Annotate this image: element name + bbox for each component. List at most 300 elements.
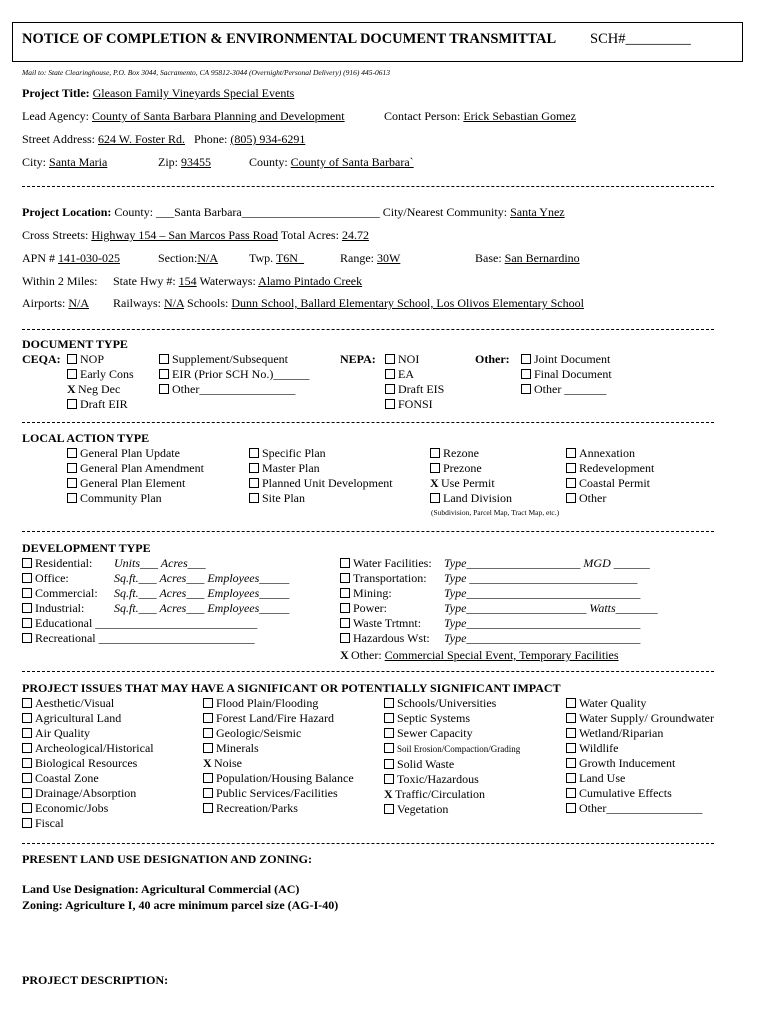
option-label: General Plan Amendment (80, 461, 204, 475)
city-value[interactable]: Santa Maria (49, 155, 108, 169)
waterways-value[interactable]: Alamo Pintado Creek (258, 274, 363, 288)
checkbox[interactable] (203, 773, 213, 783)
location-label: Project Location: (22, 205, 112, 219)
development-heading: DEVELOPMENT TYPE (22, 541, 151, 555)
checkbox[interactable] (67, 369, 77, 379)
checkbox[interactable] (384, 774, 394, 784)
checkbox[interactable] (22, 558, 32, 568)
local-action-col2 (249, 446, 393, 506)
other-doc-col (521, 352, 612, 397)
street-value[interactable]: 624 W. Foster Rd. (98, 132, 186, 146)
cross-streets-label: Cross Streets: (22, 228, 89, 242)
checkbox-option[interactable] (249, 476, 393, 491)
option-label: Archeological/Historical (35, 741, 154, 755)
cross-streets-value[interactable]: Highway 154 – San Marcos Pass Road (91, 228, 278, 242)
checkbox[interactable] (22, 788, 32, 798)
checkbox-option[interactable] (203, 696, 354, 711)
option-detail[interactable]: Type____________________ Watts_______ (444, 601, 658, 615)
airports-value[interactable]: N/A (68, 296, 90, 310)
checkbox-option[interactable] (159, 382, 309, 397)
option-label: Geologic/Seismic (216, 726, 302, 740)
check-mark[interactable]: X (384, 787, 393, 801)
checkbox[interactable] (430, 493, 440, 503)
checkbox[interactable] (340, 558, 350, 568)
checkbox[interactable] (566, 743, 576, 753)
checkbox-option[interactable] (67, 446, 204, 461)
checkbox-option[interactable] (566, 446, 654, 461)
option-label: Specific Plan (262, 446, 326, 460)
option-detail[interactable]: Type_____________________________ (444, 631, 641, 645)
checkbox-option[interactable] (67, 491, 204, 506)
nearest-community-value[interactable]: Santa Ynez (510, 205, 565, 219)
checkbox[interactable] (67, 493, 77, 503)
base-value[interactable]: San Bernardino (504, 251, 580, 265)
zip-line (158, 155, 211, 170)
option-label: Agricultural Land (35, 711, 122, 725)
checkbox[interactable] (384, 713, 394, 723)
checkbox-option[interactable] (566, 726, 714, 741)
checkbox[interactable] (385, 369, 395, 379)
check-mark[interactable]: X (67, 382, 76, 396)
checkbox[interactable] (22, 573, 32, 583)
option-label: General Plan Update (80, 446, 180, 460)
option-label: Recreational __________________________ (35, 631, 255, 645)
checkbox-option[interactable] (22, 816, 154, 831)
checkbox[interactable] (203, 743, 213, 753)
checkbox[interactable] (566, 773, 576, 783)
checkbox[interactable] (22, 603, 32, 613)
railways-schools-line (113, 296, 584, 311)
checkbox[interactable] (566, 758, 576, 768)
checkbox[interactable] (67, 448, 77, 458)
option-label: Growth Inducement (579, 756, 676, 770)
checkbox-option[interactable] (566, 491, 654, 506)
mail-to-line: Mail to: State Clearinghouse, P.O. Box 3044, Sacramento, CA 95812-3044 (Overnight/Personal Delivery) (916) 445-0613 (22, 68, 391, 77)
option-label: Coastal Zone (35, 771, 99, 785)
land-use-heading: PRESENT LAND USE DESIGNATION AND ZONING: (22, 852, 312, 866)
city-label: City: (22, 155, 47, 169)
checkbox[interactable] (159, 354, 169, 364)
county-value[interactable]: County of Santa Barbara` (290, 155, 414, 169)
checkbox-option[interactable] (521, 382, 612, 397)
option-label: Use Permit (441, 476, 495, 490)
option-detail[interactable]: Sq.ft.___ Acres___ Employees_____ (114, 586, 290, 600)
zoning: Zoning: Agriculture I, 40 acre minimum parcel size (AG-I-40) (22, 898, 339, 912)
checkbox-option[interactable] (384, 802, 520, 817)
checkbox-option[interactable] (67, 382, 134, 397)
checkbox-option[interactable] (566, 801, 714, 816)
zip-value[interactable]: 93455 (181, 155, 211, 169)
option-label: Office: (35, 571, 69, 585)
checkbox-option[interactable] (566, 461, 654, 476)
checkbox-option[interactable] (566, 476, 654, 491)
checkbox[interactable] (22, 713, 32, 723)
checkbox[interactable] (340, 633, 350, 643)
development-option[interactable] (340, 571, 658, 586)
development-option[interactable] (22, 571, 289, 586)
option-label: Public Services/Facilities (216, 786, 338, 800)
option-label: Land Use (579, 771, 626, 785)
option-label: Water Quality (579, 696, 647, 710)
checkbox-option[interactable] (249, 461, 393, 476)
checkbox-option[interactable] (22, 711, 154, 726)
checkbox-option[interactable] (521, 367, 612, 382)
within-label: Within 2 Miles: (22, 274, 98, 288)
option-label: Master Plan (262, 461, 320, 475)
option-label: Traffic/Circulation (395, 787, 485, 801)
checkbox-option[interactable] (22, 741, 154, 756)
checkbox-option[interactable] (203, 756, 354, 771)
ceqa-col2 (159, 352, 309, 397)
checkbox[interactable] (430, 448, 440, 458)
section-line (158, 251, 218, 266)
zip-label: Zip: (158, 155, 178, 169)
checkbox[interactable] (159, 384, 169, 394)
divider (22, 843, 714, 844)
schools-value[interactable]: Dunn School, Ballard Elementary School, Los Olivos Elementary School (231, 296, 584, 310)
base-label: Base: (475, 251, 502, 265)
option-label: Forest Land/Fire Hazard (216, 711, 334, 725)
development-other-line (340, 648, 619, 663)
lead-agency-value[interactable]: County of Santa Barbara Planning and Development (91, 109, 345, 123)
checkbox[interactable] (67, 478, 77, 488)
checkbox[interactable] (384, 759, 394, 769)
checkbox-option[interactable] (67, 367, 134, 382)
option-detail[interactable]: Units___ Acres___ (114, 556, 206, 570)
checkbox-option[interactable] (22, 786, 154, 801)
option-detail[interactable]: Type___________________ MGD ______ (444, 556, 650, 570)
option-label: Residential: (35, 556, 93, 570)
development-option[interactable] (22, 556, 289, 571)
checkbox[interactable] (384, 698, 394, 708)
option-label: Site Plan (262, 491, 306, 505)
location-line (22, 205, 565, 220)
checkbox[interactable] (566, 713, 576, 723)
checkbox[interactable] (22, 758, 32, 768)
option-label: Annexation (579, 446, 635, 460)
other-doc-label: Other: (475, 352, 510, 366)
checkbox[interactable] (385, 354, 395, 364)
local-action-col1 (67, 446, 204, 506)
checkbox-option[interactable] (67, 476, 204, 491)
checkbox[interactable] (566, 463, 576, 473)
checkbox-option[interactable] (203, 726, 354, 741)
twp-line (249, 251, 304, 266)
checkbox-option[interactable] (566, 711, 714, 726)
local-action-col4 (566, 446, 654, 506)
base-line (475, 251, 580, 266)
checkbox[interactable] (521, 369, 531, 379)
checkbox-option[interactable] (67, 461, 204, 476)
check-mark[interactable]: X (203, 756, 212, 770)
checkbox-option[interactable] (384, 711, 520, 726)
land-division-note: (Subdivision, Parcel Map, Tract Map, etc.) (431, 508, 560, 517)
checkbox-option[interactable] (22, 726, 154, 741)
checkbox[interactable] (159, 369, 169, 379)
local-action-col3 (430, 446, 512, 506)
contact-value[interactable]: Erick Sebastian Gomez (463, 109, 576, 123)
option-label: Other _______ (534, 382, 607, 396)
checkbox-option[interactable] (384, 741, 520, 757)
checkbox[interactable] (430, 463, 440, 473)
checkbox-option[interactable] (385, 397, 444, 412)
divider (22, 186, 714, 187)
development-option[interactable] (340, 586, 658, 601)
option-label: Industrial: (35, 601, 85, 615)
option-label: Educational ___________________________ (35, 616, 258, 630)
development-option[interactable] (340, 616, 658, 631)
checkbox[interactable] (566, 698, 576, 708)
hwy-label: State Hwy #: (113, 274, 176, 288)
option-label: Community Plan (80, 491, 162, 505)
option-label: Sewer Capacity (397, 726, 473, 740)
checkbox-option[interactable] (67, 352, 134, 367)
development-right (340, 556, 658, 646)
checkbox[interactable] (67, 354, 77, 364)
local-action-heading: LOCAL ACTION TYPE (22, 431, 150, 445)
checkbox-option[interactable] (385, 382, 444, 397)
checkbox[interactable] (203, 803, 213, 813)
contact-line (384, 109, 576, 124)
checkbox[interactable] (385, 399, 395, 409)
checkbox-option[interactable] (22, 771, 154, 786)
option-label: Fiscal (35, 816, 64, 830)
option-label: Mining: (353, 586, 392, 600)
development-option[interactable] (340, 631, 658, 646)
option-label: Soil Erosion/Compaction/Grading (397, 744, 521, 754)
option-detail[interactable]: Type_____________________________ (444, 616, 641, 630)
total-acres-value[interactable]: 24.72 (341, 228, 369, 242)
checkbox-option[interactable] (22, 756, 154, 771)
option-label: Schools/Universities (397, 696, 497, 710)
checkbox-option[interactable] (385, 367, 444, 382)
option-label: NOI (398, 352, 420, 366)
airports-line (22, 296, 89, 311)
option-label: Flood Plain/Flooding (216, 696, 319, 710)
issues-heading: PROJECT ISSUES THAT MAY HAVE A SIGNIFICANT OR POTENTIALLY SIGNIFICANT IMPACT (22, 681, 561, 695)
checkbox-option[interactable] (566, 741, 714, 756)
divider (22, 671, 714, 672)
checkbox[interactable] (249, 493, 259, 503)
apn-value[interactable]: 141-030-025 (58, 251, 121, 265)
check-mark[interactable]: X (430, 476, 439, 490)
checkbox[interactable] (22, 803, 32, 813)
checkbox[interactable] (566, 448, 576, 458)
option-label: Commercial: (35, 586, 98, 600)
checkbox-option[interactable] (22, 696, 154, 711)
checkbox[interactable] (566, 478, 576, 488)
checkbox[interactable] (22, 743, 32, 753)
checkbox[interactable] (340, 573, 350, 583)
phone-value[interactable]: (805) 934-6291 (230, 132, 306, 146)
twp-value[interactable]: T6N_ (275, 251, 304, 265)
option-label: Noise (214, 756, 242, 770)
checkbox-option[interactable] (203, 711, 354, 726)
checkbox-option[interactable] (249, 446, 393, 461)
checkbox[interactable] (521, 354, 531, 364)
checkbox[interactable] (22, 618, 32, 628)
range-label: Range: (340, 251, 374, 265)
checkbox-option[interactable] (159, 352, 309, 367)
option-detail[interactable]: Type_____________________________ (444, 586, 641, 600)
option-label: Early Cons (80, 367, 134, 381)
project-title-line (22, 86, 294, 101)
development-other-label: Other: (351, 648, 382, 662)
hwy-value[interactable]: 154 (178, 274, 197, 288)
railways-label: Railways: (113, 296, 161, 310)
checkbox[interactable] (203, 713, 213, 723)
land-use-designation: Land Use Designation: Agricultural Commercial (AC) (22, 882, 300, 896)
checkbox[interactable] (566, 788, 576, 798)
checkbox-option[interactable] (249, 491, 393, 506)
option-label: Economic/Jobs (35, 801, 109, 815)
checkbox-option[interactable] (566, 756, 714, 771)
option-label: Planned Unit Development (262, 476, 393, 490)
checkbox[interactable] (22, 818, 32, 828)
railways-value[interactable]: N/A (164, 296, 185, 310)
option-label: Cumulative Effects (579, 786, 672, 800)
range-value[interactable]: 30W (377, 251, 401, 265)
option-detail[interactable]: Sq.ft.___ Acres___ Employees_____ (114, 601, 290, 615)
checkbox[interactable] (203, 728, 213, 738)
phone-label: Phone: (194, 132, 228, 146)
twp-label: Twp. (249, 251, 274, 265)
option-label: Wetland/Riparian (579, 726, 664, 740)
checkbox[interactable] (203, 788, 213, 798)
checkbox-option[interactable] (203, 771, 354, 786)
option-label: Rezone (443, 446, 479, 460)
development-option[interactable] (22, 616, 289, 631)
development-option[interactable] (22, 631, 289, 646)
checkbox[interactable] (22, 773, 32, 783)
checkbox-option[interactable] (384, 757, 520, 772)
checkbox[interactable] (249, 478, 259, 488)
option-label: Draft EIS (398, 382, 445, 396)
option-label: Other (579, 491, 607, 505)
project-title-value[interactable]: Gleason Family Vineyards Special Events (92, 86, 295, 100)
checkbox[interactable] (67, 399, 77, 409)
development-option[interactable] (340, 556, 658, 571)
check-mark[interactable]: X (340, 648, 349, 662)
project-description-heading: PROJECT DESCRIPTION: (22, 973, 169, 987)
development-option[interactable] (22, 601, 289, 616)
contact-label: Contact Person: (384, 109, 461, 123)
checkbox[interactable] (249, 448, 259, 458)
option-detail[interactable]: Sq.ft.___ Acres___ Employees_____ (114, 571, 290, 585)
nepa-col (385, 352, 444, 412)
schools-label: Schools: (187, 296, 229, 310)
option-detail[interactable]: Type ____________________________ (444, 571, 638, 585)
checkbox[interactable] (566, 803, 576, 813)
option-label: Other________________ (579, 801, 703, 815)
apn-label: APN # (22, 251, 56, 265)
option-label: Redevelopment (579, 461, 655, 475)
option-label: Draft EIR (80, 397, 128, 411)
checkbox-option[interactable] (385, 352, 444, 367)
option-label: Drainage/Absorption (35, 786, 137, 800)
location-county-label: County: (114, 205, 154, 219)
sch-number[interactable]: SCH#_________ (590, 31, 691, 47)
development-option[interactable] (340, 601, 658, 616)
option-label: Transportation: (353, 571, 427, 585)
option-label: Hazardous Wst: (353, 631, 430, 645)
checkbox[interactable] (22, 633, 32, 643)
checkbox-option[interactable] (430, 491, 512, 506)
checkbox-option[interactable] (566, 771, 714, 786)
checkbox-option[interactable] (430, 476, 512, 491)
location-county-value[interactable]: ___Santa Barbara_______________________ (156, 205, 380, 219)
checkbox-option[interactable] (159, 367, 309, 382)
checkbox-option[interactable] (203, 741, 354, 756)
project-title-label: Project Title: (22, 86, 90, 100)
checkbox-option[interactable] (566, 696, 714, 711)
divider (22, 329, 714, 330)
airports-label: Airports: (22, 296, 66, 310)
checkbox-option[interactable] (384, 772, 520, 787)
checkbox[interactable] (22, 588, 32, 598)
checkbox[interactable] (203, 698, 213, 708)
issues-col4 (566, 696, 714, 816)
checkbox-option[interactable] (430, 461, 512, 476)
checkbox[interactable] (384, 804, 394, 814)
checkbox[interactable] (566, 493, 576, 503)
option-label: Water Supply/ Groundwater (579, 711, 714, 725)
checkbox[interactable] (249, 463, 259, 473)
option-label: Aesthetic/Visual (35, 696, 115, 710)
checkbox[interactable] (384, 728, 394, 738)
waterways-label: Waterways: (199, 274, 256, 288)
checkbox[interactable] (384, 743, 394, 753)
option-label: Land Division (443, 491, 512, 505)
checkbox-option[interactable] (203, 786, 354, 801)
checkbox-option[interactable] (521, 352, 612, 367)
checkbox-option[interactable] (430, 446, 512, 461)
checkbox-option[interactable] (384, 696, 520, 711)
ceqa-col1 (67, 352, 134, 412)
option-label: Water Facilities: (353, 556, 432, 570)
checkbox[interactable] (340, 588, 350, 598)
option-label: Minerals (216, 741, 259, 755)
nearest-community-label: City/Nearest Community: (382, 205, 508, 219)
option-label: Septic Systems (397, 711, 471, 725)
lead-agency-label: Lead Agency: (22, 109, 89, 123)
checkbox-option[interactable] (566, 786, 714, 801)
checkbox[interactable] (340, 618, 350, 628)
apn-line (22, 251, 120, 266)
development-other-value[interactable]: Commercial Special Event, Temporary Facilities (384, 648, 619, 662)
county-line (249, 155, 414, 170)
option-label: Prezone (443, 461, 482, 475)
development-option[interactable] (22, 586, 289, 601)
checkbox[interactable] (67, 463, 77, 473)
option-label: NOP (80, 352, 105, 366)
checkbox[interactable] (385, 384, 395, 394)
checkbox-option[interactable] (384, 726, 520, 741)
option-label: Neg Dec (78, 382, 121, 396)
checkbox-option[interactable] (22, 801, 154, 816)
checkbox-option[interactable] (384, 787, 520, 802)
checkbox[interactable] (22, 698, 32, 708)
checkbox-option[interactable] (203, 801, 354, 816)
checkbox-option[interactable] (67, 397, 134, 412)
checkbox[interactable] (521, 384, 531, 394)
checkbox[interactable] (22, 728, 32, 738)
option-label: Waste Trtmnt: (353, 616, 422, 630)
section-value[interactable]: N/A (197, 251, 218, 265)
checkbox[interactable] (340, 603, 350, 613)
checkbox[interactable] (566, 728, 576, 738)
option-label: Other________________ (172, 382, 296, 396)
